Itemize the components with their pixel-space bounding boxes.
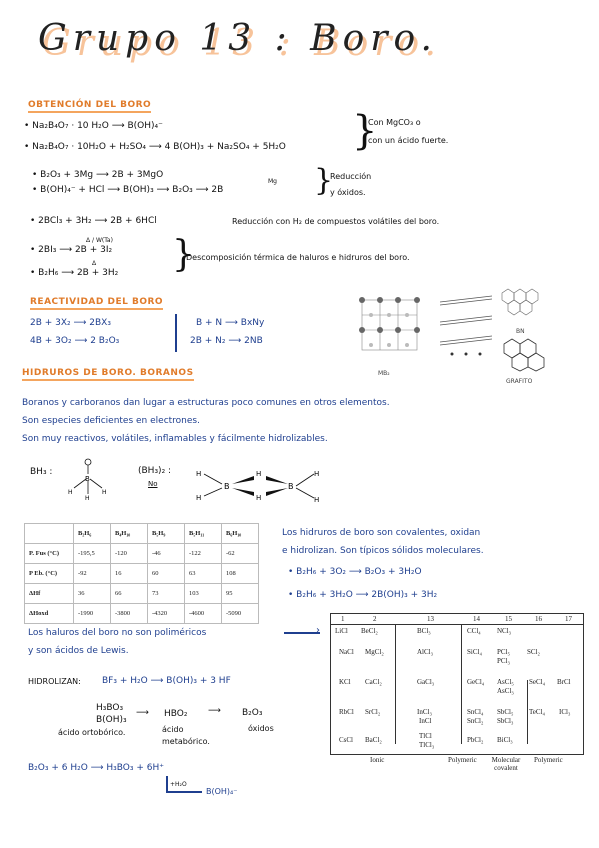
cell: BiCl₃ xyxy=(497,736,513,744)
table-cell: 66 xyxy=(111,584,148,604)
cell: KCl xyxy=(339,678,351,686)
hydrides-equation-2: • B₂H₆ + 3H₂O ⟶ 2B(OH)₃ + 3H₂ xyxy=(288,590,438,600)
hidrolizan-label: HIDROLIZAN: xyxy=(28,677,81,686)
boh3-label: B(OH)₃ xyxy=(96,715,127,725)
boh4-label: B(OH)₄⁻ xyxy=(206,787,238,796)
equation-7: • B₂H₆ ⟶ 2B + 3H₂ xyxy=(30,268,119,278)
table-cell: P Eb. (°C) xyxy=(25,564,74,584)
cell: LiCl xyxy=(335,627,348,635)
branch-line xyxy=(166,791,202,793)
table-row xyxy=(25,604,259,624)
table-header-cell: B₅H₉ xyxy=(148,524,185,544)
note-2b: y óxidos. xyxy=(330,188,366,197)
table-header-cell xyxy=(25,524,74,544)
bn-caption: BN xyxy=(516,328,525,335)
hidrolizan-equation: BF₃ + H₂O ⟶ B(OH)₃ + 3 HF xyxy=(102,676,231,686)
table-cell: 16 xyxy=(111,564,148,584)
branch-line xyxy=(166,776,168,792)
table-header-cell: B₄H₁₀ xyxy=(111,524,148,544)
table-header-cell: B₅H₁₁ xyxy=(185,524,222,544)
table-cell: -195,5 xyxy=(74,544,111,564)
table-cell: -120 xyxy=(111,544,148,564)
bn-structure-image xyxy=(494,285,550,325)
arrow-line xyxy=(284,632,320,634)
table-cell: -46 xyxy=(148,544,185,564)
cell: BrCl xyxy=(557,678,571,686)
arrow-icon: ⟶ xyxy=(208,706,221,716)
cell: ICl₃ xyxy=(559,708,571,716)
cell: TeCl₄ xyxy=(529,708,545,716)
cell: GaCl₃ xyxy=(417,678,435,686)
table-row xyxy=(25,584,259,604)
chlorides-periodic-panel xyxy=(330,613,584,755)
mb2-structure-image xyxy=(352,290,432,360)
equation-2: • Na₂B₄O₇ · 10H₂O + H₂SO₄ ⟶ 4 B(OH)₃ + Na₂SO₄ + 5H₂O xyxy=(24,142,286,152)
svg-text:H: H xyxy=(196,494,202,502)
oxidos-label: óxidos xyxy=(248,724,274,733)
table-row xyxy=(25,544,259,564)
graphite-structure-image xyxy=(494,334,554,372)
equation-6-condition: Δ / W(Ta) xyxy=(86,237,113,244)
hydrides-equation-1: • B₂H₆ + 3O₂ ⟶ B₂O₃ + 3H₂O xyxy=(288,567,422,577)
equation-5: • 2BCl₃ + 3H₂ ⟶ 2B + 6HCl xyxy=(30,216,157,226)
note-1b: con un ácido fuerte. xyxy=(368,136,449,145)
group-label: 13 xyxy=(427,615,434,623)
divider xyxy=(175,314,177,352)
brace: } xyxy=(172,234,195,275)
svg-text:H: H xyxy=(256,470,262,478)
footer-label: Ionic xyxy=(370,756,385,764)
cell: TlCl₃ xyxy=(419,741,435,749)
cell: BeCl₂ xyxy=(361,627,378,635)
table-header-cell: B₂H₆ xyxy=(74,524,111,544)
ortoborico-label: ácido ortobórico. xyxy=(58,728,126,737)
layered-structure-image xyxy=(438,292,494,362)
equation-4-mg: Mg xyxy=(268,178,277,185)
arrow-head-icon: › xyxy=(316,625,320,636)
svg-text:B: B xyxy=(85,475,90,483)
group-label: 1 xyxy=(341,615,345,623)
hydrides-note-2: e hidrolizan. Son típicos sólidos moleculares. xyxy=(282,546,484,556)
metaborico-label-b: metabórico. xyxy=(162,737,210,746)
svg-text:H: H xyxy=(196,470,202,478)
note-1a: Con MgCO₃ o xyxy=(368,118,421,127)
b2o3-label: B₂O₃ xyxy=(242,708,263,718)
table-row xyxy=(25,564,259,584)
group-label: 14 xyxy=(473,615,480,623)
cell: CCl₄ xyxy=(467,627,481,635)
dimer-label: (BH₃)₂ : xyxy=(138,466,172,476)
note-4: Descomposición térmica de haluros e hidruros del boro. xyxy=(186,253,410,262)
cell: SnCl₂ xyxy=(467,717,484,725)
table-cell: ΔHoxd xyxy=(25,604,74,624)
cell: SrCl₂ xyxy=(365,708,381,716)
footer-label: Molecular covalent xyxy=(491,756,521,772)
svg-text:H: H xyxy=(85,495,90,500)
cell: AsCl₅ xyxy=(497,678,514,686)
table-cell: 63 xyxy=(185,564,222,584)
table-cell: 108 xyxy=(222,564,259,584)
cell: InCl xyxy=(419,717,432,725)
table-cell: -5090 xyxy=(222,604,259,624)
cell: SnCl₄ xyxy=(467,708,484,716)
cell: PCl₃ xyxy=(497,657,510,665)
halides-note-2: y son ácidos de Lewis. xyxy=(28,646,129,656)
table-cell: -92 xyxy=(74,564,111,584)
cell: AlCl₃ xyxy=(417,648,434,656)
cell: AsCl₃ xyxy=(497,687,514,695)
table-cell: -122 xyxy=(185,544,222,564)
svg-text:B: B xyxy=(288,482,294,491)
cell: SCl₂ xyxy=(527,648,540,656)
footer-label: Polymeric xyxy=(448,756,477,764)
svg-text:B: B xyxy=(224,482,230,491)
reaction-1: 2B + 3X₂ ⟶ 2BX₃ xyxy=(30,318,111,328)
group-label: 2 xyxy=(373,615,377,623)
bh3-structure xyxy=(66,456,110,500)
equation-6: • 2BI₃ ⟶ 2B + 3I₂ xyxy=(30,245,113,255)
cell: NaCl xyxy=(339,648,354,656)
table-header-cell: B₆H₁₀ xyxy=(222,524,259,544)
cell: SbCl₅ xyxy=(497,708,514,716)
table-cell: P. Fus (°C) xyxy=(25,544,74,564)
diborane-structure xyxy=(196,466,346,506)
section-heading-obtencion: OBTENCIÓN DEL BORO xyxy=(28,100,151,113)
hydrides-note-1: Los hidruros de boro son covalentes, oxidan xyxy=(282,528,481,538)
cell: MgCl₂ xyxy=(365,648,384,656)
cell: GeCl₄ xyxy=(467,678,485,686)
section-heading-reactividad: REACTIVIDAD DEL BORO xyxy=(30,297,163,310)
arrow-icon: ⟶ xyxy=(136,708,149,718)
table-cell: 60 xyxy=(148,564,185,584)
cell: BaCl₂ xyxy=(365,736,382,744)
table-cell: ΔHf xyxy=(25,584,74,604)
table-cell: 36 xyxy=(74,584,111,604)
group-label: 15 xyxy=(505,615,512,623)
svg-text:H: H xyxy=(102,489,107,496)
svg-text:H: H xyxy=(314,470,320,478)
cell: PbCl₂ xyxy=(467,736,484,744)
equation-7-condition: Δ xyxy=(92,260,97,267)
halides-note-1: Los haluros del boro no son poliméricos xyxy=(28,628,207,638)
hbo2-label: HBO₂ xyxy=(164,709,188,719)
table-cell: -62 xyxy=(222,544,259,564)
svg-text:H: H xyxy=(256,494,262,502)
cell: NCl₃ xyxy=(497,627,512,635)
branch-sub-label: +H₂O xyxy=(170,781,187,788)
reaction-2: 4B + 3O₂ ⟶ 2 B₂O₃ xyxy=(30,336,120,346)
cell: TlCl xyxy=(419,732,432,740)
cell: CsCl xyxy=(339,736,354,744)
note-3: Reducción con H₂ de compuestos volátiles del boro. xyxy=(232,217,440,226)
cell: SeCl₄ xyxy=(529,678,546,686)
table-cell: 103 xyxy=(185,584,222,604)
paragraph-2: Son especies deficientes en electrones. xyxy=(22,416,200,426)
cell: SiCl₄ xyxy=(467,648,482,656)
note-2a: Reducción xyxy=(330,172,372,181)
equation-1: • Na₂B₄O₇ · 10 H₂O ⟶ B(OH)₄⁻ xyxy=(24,121,163,131)
svg-text:H: H xyxy=(314,496,320,504)
mb2-caption: MB₂ xyxy=(378,370,390,377)
equation-3: • B₂O₃ + 3Mg ⟶ 2B + 3MgO xyxy=(32,170,164,180)
cell: RbCl xyxy=(339,708,354,716)
group-label: 16 xyxy=(535,615,542,623)
table-cell: -4320 xyxy=(148,604,185,624)
svg-text:H: H xyxy=(68,489,73,496)
cell: CaCl₂ xyxy=(365,678,382,686)
group-label: 17 xyxy=(565,615,572,623)
brace: } xyxy=(314,163,334,198)
equation-4: • B(OH)₄⁻ + HCl ⟶ B(OH)₃ ⟶ B₂O₃ ⟶ 2B xyxy=(32,185,224,195)
h3bo3-label: H₃BO₃ xyxy=(96,703,124,713)
metaborico-label-a: ácido xyxy=(162,725,184,734)
table-cell: 95 xyxy=(222,584,259,604)
brace: } xyxy=(352,108,378,154)
graphite-caption: GRAFITO xyxy=(506,378,533,385)
footer-label: Polymeric xyxy=(534,756,563,764)
cell: InCl₃ xyxy=(417,708,432,716)
section-heading-hidruros: HIDRUROS DE BORO. BORANOS xyxy=(22,368,194,381)
cell: BCl₃ xyxy=(417,627,431,635)
table-cell: -4600 xyxy=(185,604,222,624)
paragraph-1: Boranos y carboranos dan lugar a estructuras poco comunes en otros elementos. xyxy=(22,398,390,408)
table-cell: -1990 xyxy=(74,604,111,624)
cell: SbCl₃ xyxy=(497,717,514,725)
table-cell: 73 xyxy=(148,584,185,604)
bh3-label: BH₃ : xyxy=(30,467,53,477)
paragraph-3: Son muy reactivos, volátiles, inflamables y fácilmente hidrolizables. xyxy=(22,434,328,444)
dimer-no: No xyxy=(148,480,158,488)
page-title: Grupo 13 : Boro. xyxy=(38,18,438,59)
b2o3-equation: B₂O₃ + 6 H₂O ⟶ H₃BO₃ + 6H⁺ xyxy=(28,763,164,773)
reaction-4: 2B + N₂ ⟶ 2NB xyxy=(190,336,263,346)
reaction-3: B + N ⟶ BxNy xyxy=(196,318,265,328)
cell: PCl₅ xyxy=(497,648,510,656)
boranes-properties-table xyxy=(24,523,259,624)
table-header-row xyxy=(25,524,259,544)
table-cell: -3800 xyxy=(111,604,148,624)
